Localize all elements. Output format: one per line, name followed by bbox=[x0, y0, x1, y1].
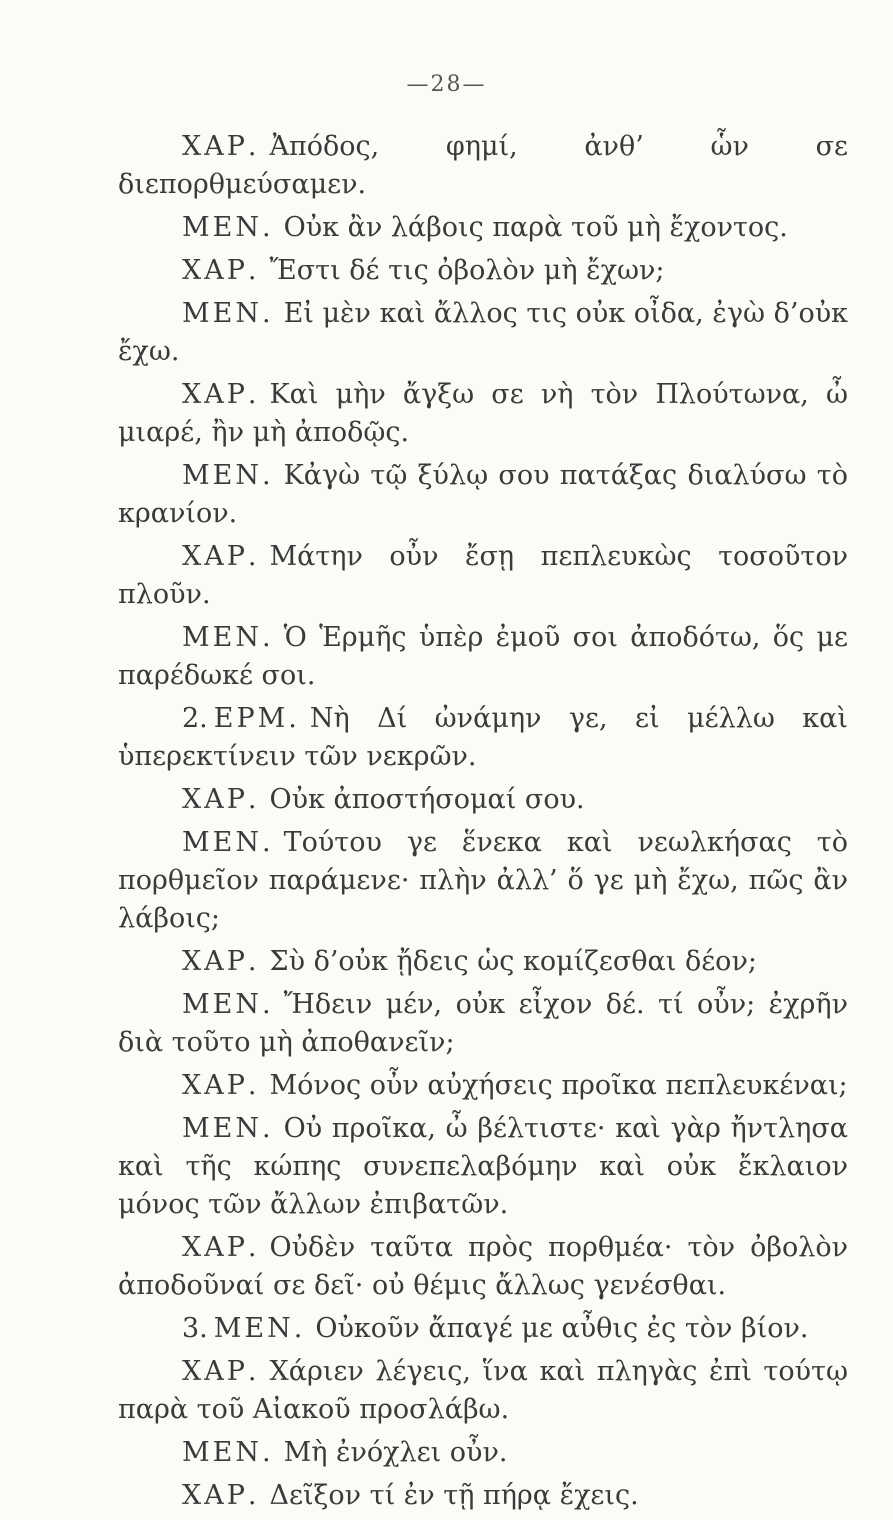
section-number: 3. bbox=[182, 1313, 208, 1344]
speaker-label: ΜΕΝ. bbox=[182, 827, 274, 858]
line-text: Δεῖξον τί ἐν τῇ πήρᾳ ἔχεις. bbox=[269, 1480, 639, 1511]
dialogue-paragraph bbox=[118, 1229, 848, 1305]
speaker-label: ΜΕΝ. bbox=[182, 622, 274, 653]
line-text: Εἰ μὲν καὶ ἄλλος τις οὐκ οἶδα, ἐγὼ δ’οὐκ ἔχω. bbox=[118, 298, 848, 367]
speaker-label: ΜΕΝ. bbox=[213, 1313, 306, 1344]
line-text: Ἔστι δέ τις ὀβολὸν μὴ ἔχων; bbox=[269, 255, 665, 286]
speaker-label: ΧΑΡ. bbox=[182, 1070, 260, 1101]
line-text: Καὶ μὴν ἄγξω σε νὴ τὸν Πλούτωνα, ὦ μιαρέ, ἢν μὴ ἀποδῷς. bbox=[118, 379, 848, 448]
line-text: Ἀπόδος, φημί, ἀνθ’ ὧν σε διεπορθμεύσαμεν. bbox=[118, 131, 848, 200]
line-text: Νὴ Δί ὠνάμην γε, εἰ μέλλω καὶ ὑπερεκτίνειν τῶν νεκρῶν. bbox=[118, 703, 848, 772]
dialogue-paragraph bbox=[118, 700, 848, 776]
dialogue-text bbox=[118, 128, 848, 1520]
dialogue-paragraph bbox=[118, 943, 848, 981]
dialogue-paragraph bbox=[118, 252, 848, 290]
speaker-label: ΧΑΡ. bbox=[182, 541, 260, 572]
line-text: Οὐκοῦν ἄπαγέ με αὖθις ἐς τὸν βίον. bbox=[315, 1313, 809, 1344]
line-text: Σὺ δ’οὐκ ᾔδεις ὡς κομίζεσθαι δέον; bbox=[269, 946, 757, 977]
line-text: Μὴ ἐνόχλει οὖν. bbox=[283, 1437, 508, 1468]
section-number: 2. bbox=[182, 703, 208, 734]
dialogue-paragraph bbox=[118, 376, 848, 452]
dialogue-paragraph bbox=[118, 128, 848, 204]
dialogue-paragraph bbox=[118, 1353, 848, 1429]
line-text: Ὁ Ἑρμῆς ὑπὲρ ἐμοῦ σοι ἀποδότω, ὅς με παρέδωκέ σοι. bbox=[118, 622, 848, 691]
line-text: Κἀγὼ τῷ ξύλῳ σου πατάξας διαλύσω τὸ κρανίον. bbox=[118, 460, 848, 529]
speaker-label: ΧΑΡ. bbox=[182, 1232, 260, 1263]
speaker-label: ΧΑΡ. bbox=[182, 1480, 260, 1511]
speaker-label: ΧΑΡ. bbox=[182, 784, 260, 815]
speaker-label: ΜΕΝ. bbox=[182, 1113, 274, 1144]
speaker-label: ΜΕΝ. bbox=[182, 298, 274, 329]
dialogue-paragraph bbox=[118, 1434, 848, 1472]
dialogue-paragraph bbox=[118, 209, 848, 247]
speaker-label: ΧΑΡ. bbox=[182, 946, 260, 977]
speaker-label: ΕΡΜ. bbox=[213, 703, 300, 734]
speaker-label: ΧΑΡ. bbox=[182, 1356, 260, 1387]
speaker-label: ΜΕΝ. bbox=[182, 1437, 274, 1468]
dialogue-paragraph bbox=[118, 1110, 848, 1224]
speaker-label: ΧΑΡ. bbox=[182, 131, 260, 162]
dialogue-paragraph bbox=[118, 781, 848, 819]
dialogue-paragraph bbox=[118, 619, 848, 695]
line-text: Οὐ προῖκα, ὦ βέλτιστε· καὶ γὰρ ἤντλησα καὶ τῆς κώπης συνεπελαβόμην καὶ οὐκ ἔκλαιον μόνος τῶν ἄλλων ἐπιβατῶν. bbox=[118, 1113, 848, 1220]
line-text: Οὐδὲν ταῦτα πρὸς πορθμέα· τὸν ὀβολὸν ἀποδοῦναί σε δεῖ· οὐ θέμις ἄλλως γενέσθαι. bbox=[118, 1232, 848, 1301]
dialogue-paragraph bbox=[118, 1477, 848, 1515]
line-text: Οὐκ ἂν λάβοις παρὰ τοῦ μὴ ἔχοντος. bbox=[283, 212, 788, 243]
dialogue-paragraph bbox=[118, 538, 848, 614]
line-text: Τούτου γε ἕνεκα καὶ νεωλκήσας τὸ πορθμεῖον παράμενε· πλὴν ἀλλ’ ὅ γε μὴ ἔχω, πῶς ἂν λάβοις; bbox=[118, 827, 848, 934]
dialogue-paragraph bbox=[118, 986, 848, 1062]
line-text: Μόνος οὖν αὐχήσεις προῖκα πεπλευκέναι; bbox=[269, 1070, 848, 1101]
page-number: —28— bbox=[406, 72, 487, 97]
line-text: Οὐκ ἀποστήσομαί σου. bbox=[269, 784, 585, 815]
speaker-label: ΧΑΡ. bbox=[182, 255, 260, 286]
dialogue-paragraph bbox=[118, 1067, 848, 1105]
speaker-label: ΜΕΝ. bbox=[182, 212, 274, 243]
dialogue-paragraph bbox=[118, 824, 848, 938]
dialogue-paragraph bbox=[118, 1310, 848, 1348]
line-text: Χάριεν λέγεις, ἵνα καὶ πληγὰς ἐπὶ τούτῳ παρὰ τοῦ Αἰακοῦ προσλάβω. bbox=[118, 1356, 848, 1425]
speaker-label: ΜΕΝ. bbox=[182, 989, 274, 1020]
speaker-label: ΜΕΝ. bbox=[182, 460, 274, 491]
dialogue-paragraph bbox=[118, 457, 848, 533]
dialogue-paragraph bbox=[118, 295, 848, 371]
speaker-label: ΧΑΡ. bbox=[182, 379, 260, 410]
line-text: Μάτην οὖν ἔσῃ πεπλευκὼς τοσοῦτον πλοῦν. bbox=[118, 541, 848, 610]
line-text: Ἤδειν μέν, οὐκ εἶχον δέ. τί οὖν; ἐχρῆν διὰ τοῦτο μὴ ἀποθανεῖν; bbox=[118, 989, 848, 1058]
